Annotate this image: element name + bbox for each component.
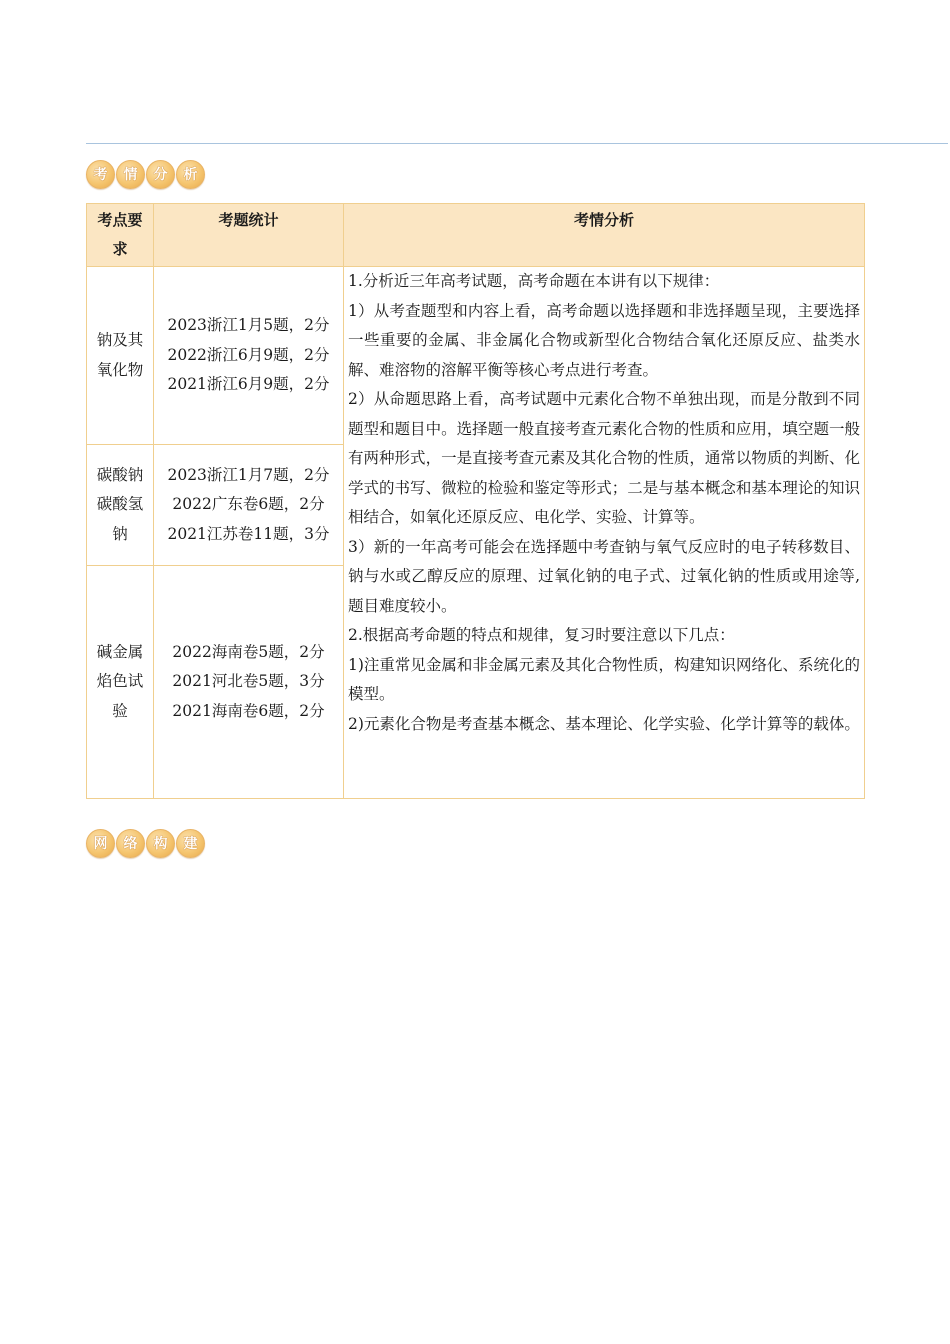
analysis-paragraph: 2.根据高考命题的特点和规律，复习时要注意以下几点：: [348, 626, 735, 644]
analysis-paragraph: 1)注重常见金属和非金属元素及其化合物性质，构建知识网络化、系统化的模型。: [348, 655, 860, 703]
stats-cell: [154, 445, 344, 566]
badge-char: 分: [146, 160, 175, 189]
analysis-paragraph: 1.分析近三年高考试题，高考命题在本讲有以下规律：: [348, 272, 720, 290]
badge-char: 构: [146, 829, 175, 858]
exam-analysis-table: [86, 203, 865, 799]
stat-item: 2021浙江6月9题，2分: [167, 375, 330, 394]
badge-char: 考: [86, 160, 115, 189]
header-stats: 考题统计: [154, 204, 344, 267]
stat-item: 2022海南卷5题，2分: [172, 642, 325, 661]
stat-item: 2023浙江1月5题，2分: [167, 316, 330, 335]
badge-char: 建: [176, 829, 205, 858]
stat-item: 2021江苏卷11题，3分: [167, 524, 330, 543]
header-analysis: 考情分析: [344, 204, 865, 267]
top-divider-line: [86, 143, 948, 144]
badge-char: 析: [176, 160, 205, 189]
stat-item: 2022浙江6月9题，2分: [167, 345, 330, 364]
stat-item: 2022广东卷6题，2分: [172, 495, 325, 514]
analysis-cell: [344, 267, 865, 799]
table-header-row: [87, 204, 865, 267]
stats-cell: [154, 267, 344, 445]
analysis-paragraph: 3）新的一年高考可能会在选择题中考查钠与氧气反应时的电子转移数目、钠与水或乙醇反应的原理、过氧化钠的电子式、过氧化钠的性质或用途等,题目难度较小。: [348, 537, 860, 615]
analysis-paragraph: 2）从命题思路上看，高考试题中元素化合物不单独出现，而是分散到不同题型和题目中。选择题一般直接考查元素化合物的性质和应用，填空题一般有两种形式，一是直接考查元素及其化合物的性质，通常以物质的判断、化学式的书写、微粒的检验和鉴定等形式；二是与基本概念和基本理论的知识相结合，如氧化还原反应、电化学、实验、计算等。: [348, 390, 860, 526]
topic-cell: 钠及其氧化物: [87, 267, 154, 445]
section-badge-network-construction: [86, 826, 206, 860]
stat-item: 2023浙江1月7题，2分: [167, 465, 330, 484]
header-topic: 考点要求: [87, 204, 154, 267]
badge-char: 络: [116, 829, 145, 858]
table-row: [87, 267, 865, 445]
stat-item: 2021河北卷5题，3分: [172, 672, 325, 691]
analysis-paragraph: 2)元素化合物是考查基本概念、基本理论、化学实验、化学计算等的载体。: [348, 714, 860, 733]
badge-char: 情: [116, 160, 145, 189]
stat-item: 2021海南卷6题，2分: [172, 701, 325, 720]
section-badge-exam-analysis: [86, 157, 206, 191]
topic-cell: 碳酸钠碳酸氢钠: [87, 445, 154, 566]
analysis-paragraph: 1）从考查题型和内容上看，高考命题以选择题和非选择题呈现，主要选择一些重要的金属、非金属化合物或新型化合物结合氧化还原反应、盐类水解、难溶物的溶解平衡等核心考点进行考查。: [348, 301, 860, 379]
topic-cell: 碱金属焰色试验: [87, 566, 154, 799]
stats-cell: [154, 566, 344, 799]
badge-char: 网: [86, 829, 115, 858]
